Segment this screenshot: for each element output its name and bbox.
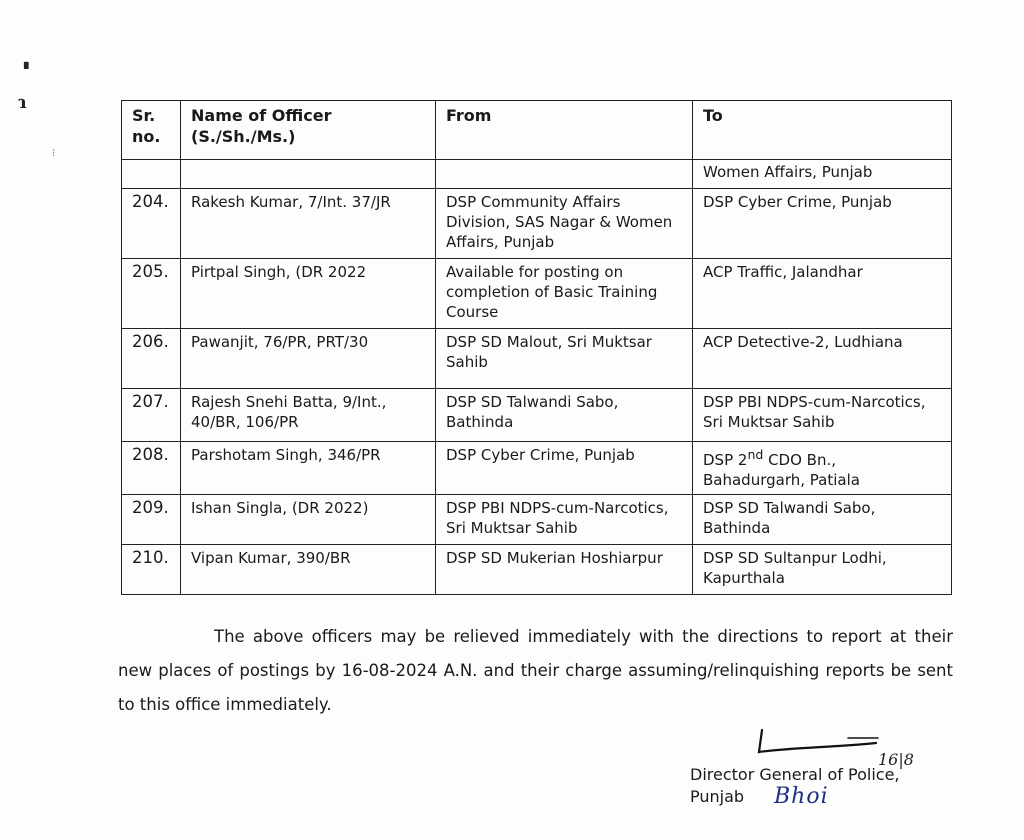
table-row: [122, 545, 952, 595]
handwritten-name: Bhoi: [774, 784, 829, 809]
header-to: To: [693, 101, 952, 160]
table-row: [122, 329, 952, 389]
cell-name: Rakesh Kumar, 7/Int. 37/JR: [181, 189, 436, 259]
instruction-paragraph: The above officers may be relieved immediately with the directions to report at their new places of postings by 16-08-2024 A.N. and their charge assuming/relinquishing reports be sent to this office immediately.: [118, 627, 953, 714]
cell-from: DSP SD Talwandi Sabo, Bathinda: [436, 389, 693, 442]
cell-from: DSP Community Affairs Division, SAS Nagar & Women Affairs, Punjab: [436, 189, 693, 259]
cell-to: [693, 442, 952, 495]
cell-name: Rajesh Snehi Batta, 9/Int., 40/BR, 106/PR: [181, 389, 436, 442]
cell-to: DSP SD Talwandi Sabo, Bathinda: [693, 495, 952, 545]
cell-to-superscript: nd: [747, 447, 764, 462]
margin-mark: ɿ: [18, 92, 27, 113]
designation-title: Director General of Police,: [690, 765, 900, 784]
cell-to: Women Affairs, Punjab: [693, 160, 952, 189]
cell-to: DSP PBI NDPS-cum-Narcotics, Sri Muktsar Sahib: [693, 389, 952, 442]
cell-name: Ishan Singla, (DR 2022): [181, 495, 436, 545]
cell-from: DSP Cyber Crime, Punjab: [436, 442, 693, 495]
table-row: [122, 259, 952, 329]
header-from: From: [436, 101, 693, 160]
margin-mark: ▘: [24, 62, 34, 76]
table-row: [122, 495, 952, 545]
cell-to-prefix: DSP 2: [703, 451, 748, 469]
cell-from: Available for posting on completion of Basic Training Course: [436, 259, 693, 329]
cell-to-suffix: CDO Bn., Bahadurgarh, Patiala: [703, 451, 860, 489]
cell-sr: 207.: [122, 389, 181, 442]
table-header-row: [122, 101, 952, 160]
cell-sr: 209.: [122, 495, 181, 545]
signature-scribble: [748, 728, 888, 768]
cell-to: ACP Detective-2, Ludhiana: [693, 329, 952, 389]
cell-sr: 208.: [122, 442, 181, 495]
cell-sr: 210.: [122, 545, 181, 595]
cell-name: Pirtpal Singh, (DR 2022: [181, 259, 436, 329]
table-row-continuation: [122, 160, 952, 189]
table-row: [122, 389, 952, 442]
cell-name: Vipan Kumar, 390/BR: [181, 545, 436, 595]
cell-from: DSP SD Mukerian Hoshiarpur: [436, 545, 693, 595]
cell-name: Parshotam Singh, 346/PR: [181, 442, 436, 495]
table-row: [122, 189, 952, 259]
cell-to: DSP SD Sultanpur Lodhi, Kapurthala: [693, 545, 952, 595]
cell-from: [436, 160, 693, 189]
cell-sr: 205.: [122, 259, 181, 329]
cell-sr: 206.: [122, 329, 181, 389]
header-name-of-officer: Name of Officer (S./Sh./Ms.): [181, 101, 436, 160]
table-row: [122, 442, 952, 495]
cell-to: DSP Cyber Crime, Punjab: [693, 189, 952, 259]
cell-sr: [122, 160, 181, 189]
margin-mark: ⁝: [52, 148, 56, 159]
cell-to: ACP Traffic, Jalandhar: [693, 259, 952, 329]
cell-name: Pawanjit, 76/PR, PRT/30: [181, 329, 436, 389]
cell-name: [181, 160, 436, 189]
postings-table: [121, 100, 952, 595]
cell-sr: 204.: [122, 189, 181, 259]
header-sr-no: Sr. no.: [122, 101, 181, 160]
handwritten-date: 16|8: [878, 750, 914, 769]
cell-from: DSP PBI NDPS-cum-Narcotics, Sri Muktsar Sahib: [436, 495, 693, 545]
designation-state: Punjab: [690, 787, 745, 806]
cell-from: DSP SD Malout, Sri Muktsar Sahib: [436, 329, 693, 389]
